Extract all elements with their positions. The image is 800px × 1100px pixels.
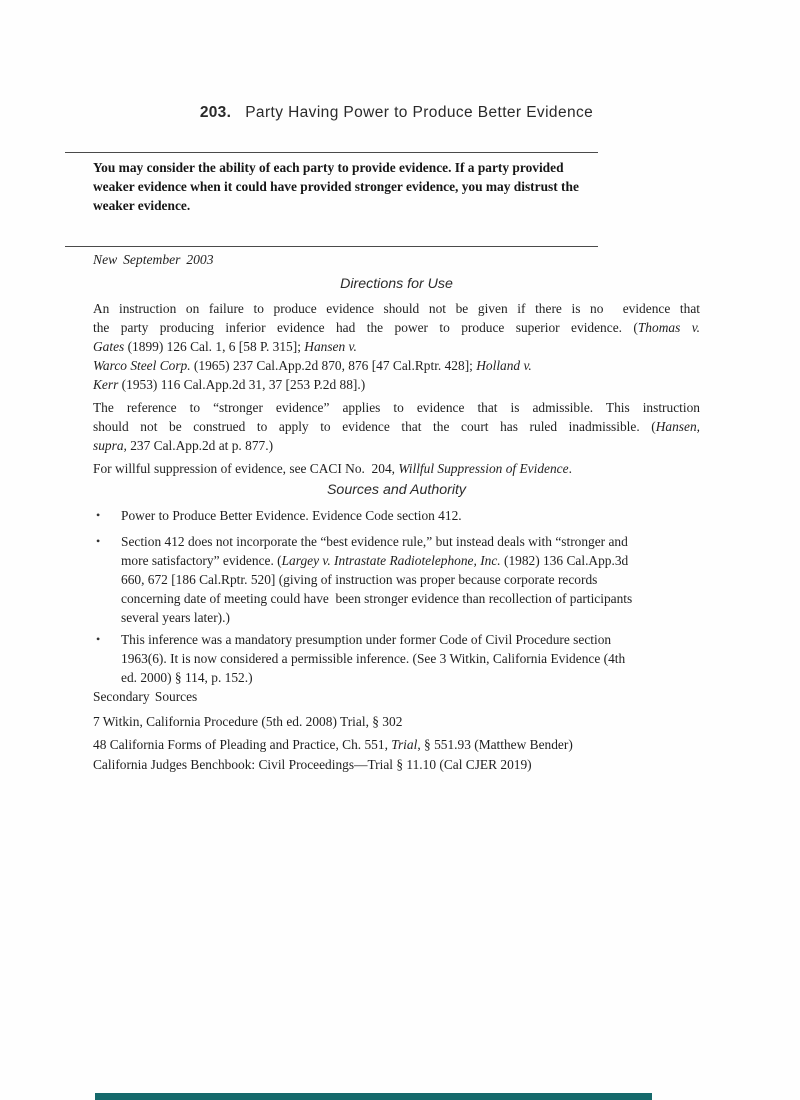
secondary-source-entry: 48 California Forms of Pleading and Practice, Ch. 551, Trial, § 551.93 (Matthew Bender) bbox=[93, 737, 573, 752]
bullet-icon: • bbox=[96, 632, 101, 646]
sources-and-authority-heading: Sources and Authority bbox=[326, 482, 467, 498]
bullet-text: Section 412 does not incorporate the “best evidence rule,” but instead deals with “stronger and more satisfactory” evidence. (Largey v. Intrastate Radiotelephone, Inc. (1982) 136 Cal.App.3d 660, 672 [186 Cal.Rptr. 520] (giving of instruction was proper because corporate records concerning date of meeting could have been stronger evidence than recollection of participants several years later).) bbox=[121, 534, 633, 625]
source-bullet-item bbox=[93, 532, 700, 627]
source-bullet-item bbox=[93, 630, 700, 687]
bullet-icon: • bbox=[96, 534, 101, 548]
source-bullet-item bbox=[93, 506, 700, 525]
directions-for-use-heading: Directions for Use bbox=[340, 276, 453, 292]
horizontal-rule-bottom bbox=[65, 246, 598, 247]
jury-instruction-text: You may consider the ability of each party to provide evidence. If a party provided weaker evidence when it could have provided stronger evidence, you may distrust the weaker evidence. bbox=[93, 160, 579, 213]
bullet-text: Power to Produce Better Evidence. Evidence Code section 412. bbox=[121, 508, 462, 523]
history-note: New September 2003 bbox=[93, 252, 214, 267]
secondary-sources-label: Secondary Sources bbox=[93, 689, 198, 704]
instruction-title bbox=[93, 104, 700, 122]
instruction-title-text: Party Having Power to Produce Better Evidence bbox=[245, 104, 594, 121]
secondary-source-entry: 7 Witkin, California Procedure (5th ed. 2008) Trial, § 302 bbox=[93, 714, 403, 729]
page-content bbox=[93, 0, 700, 774]
bullet-icon: • bbox=[96, 508, 101, 522]
bullet-text: This inference was a mandatory presumption under former Code of Civil Procedure section 1963(6). It is now considered a permissible inference. (See 3 Witkin, California Evidence (4th ed. 2000) § 114, p. 152.) bbox=[121, 632, 626, 685]
horizontal-rule-top bbox=[65, 152, 598, 153]
directions-paragraph: The reference to “stronger evidence” applies to evidence that is admissible. This instruction should not be construed to apply to evidence that the court has ruled inadmissible. (Hansen, supra, 237 Cal.App.2d at p. 877.) bbox=[93, 400, 700, 453]
directions-paragraph: For willful suppression of evidence, see CACI No. 204, Willful Suppression of Evidence. bbox=[93, 461, 572, 476]
instruction-number: 203. bbox=[199, 104, 232, 121]
secondary-source-entry: California Judges Benchbook: Civil Proceedings—Trial § 11.10 (Cal CJER 2019) bbox=[93, 757, 532, 772]
directions-paragraph: An instruction on failure to produce evidence should not be given if there is no evidence that the party producing inferior evidence had the power to produce superior evidence. (Thomas v. Gates (1899) 126 Cal. 1, 6 [58 P. 315]; Hansen v. Warco Steel Corp. (1965) 237 Cal.App.2d 870, 876 [47 Cal.Rptr. 428]; Holland v. Kerr (1953) 116 Cal.App.2d 31, 37 [253 P.2d 88].) bbox=[93, 301, 700, 392]
bottom-accent-bar bbox=[95, 1093, 652, 1100]
